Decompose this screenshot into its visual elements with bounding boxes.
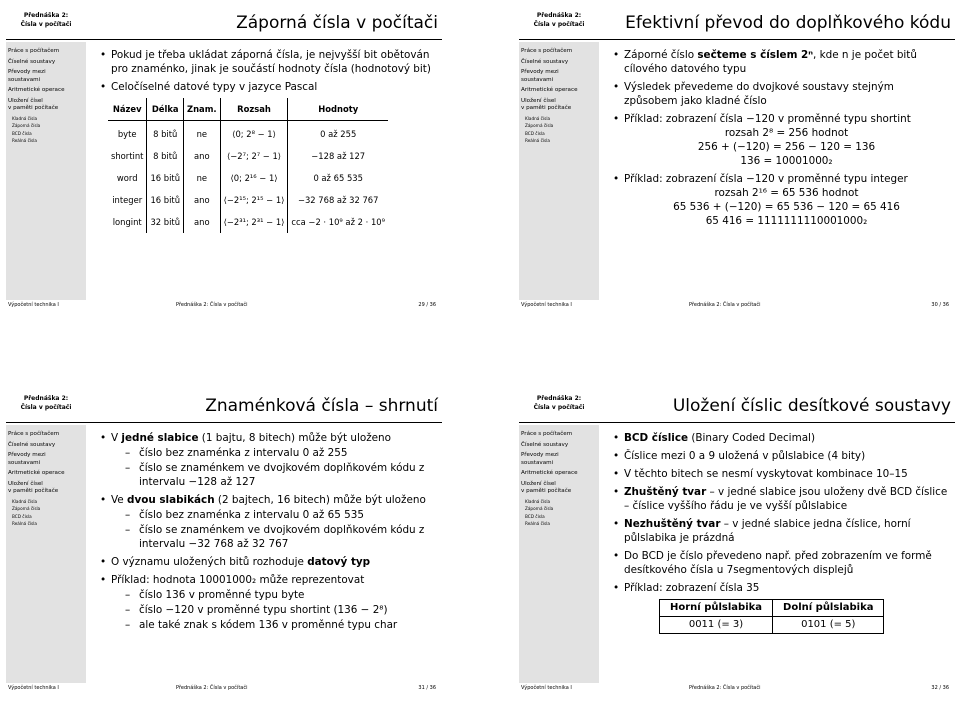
sidebar bbox=[6, 425, 86, 683]
table-row bbox=[108, 121, 388, 146]
table-cell: ⟨0; 2⁸ − 1⟩ bbox=[220, 121, 288, 146]
sidebar-item[interactable]: Záporná čísla bbox=[525, 123, 554, 128]
table-cell: 0 až 65 535 bbox=[288, 167, 388, 189]
table-header: Rozsah bbox=[220, 98, 288, 121]
table-cell: 8 bitů bbox=[147, 145, 184, 167]
slide-29 bbox=[6, 6, 442, 311]
table-cell: ⟨0; 2¹⁶ − 1⟩ bbox=[220, 167, 288, 189]
table-row bbox=[108, 211, 388, 233]
sidebar-item[interactable]: Uložení čísel v paměti počítače bbox=[8, 97, 59, 111]
sidebar-item[interactable]: Číselné soustavy bbox=[8, 58, 56, 65]
bullet: • BCD číslice (Binary Coded Decimal) bbox=[611, 431, 949, 445]
sidebar-item[interactable]: Práce s počítačem bbox=[8, 431, 60, 437]
sidebar-item[interactable]: Uložení čísel v paměti počítače bbox=[521, 97, 572, 111]
sidebar-item[interactable]: BCD čísla bbox=[12, 130, 32, 136]
slide-31 bbox=[6, 389, 442, 694]
math-line: 65 416 = 1111111110001000₂ bbox=[705, 215, 868, 227]
sub-bullet: – číslo se znaménkem ve dvojkovém doplňkovém kódu z intervalu −32 768 až 32 767 bbox=[111, 523, 436, 551]
sidebar bbox=[6, 42, 86, 300]
sidebar-item[interactable]: Záporná čísla bbox=[12, 123, 41, 128]
table-cell: ⟨−2⁷; 2⁷ − 1⟩ bbox=[220, 145, 288, 167]
sidebar-item[interactable]: Číselné soustavy bbox=[521, 441, 569, 448]
sidebar-item[interactable]: Práce s počítačem bbox=[8, 48, 60, 54]
sidebar-item[interactable]: Záporná čísla bbox=[12, 506, 41, 511]
title-rule bbox=[519, 422, 955, 423]
slide-brand: Přednáška 2: Čísla v počítači bbox=[20, 12, 72, 28]
title-rule bbox=[6, 39, 442, 40]
slide-title: Uložení číslic desítkové soustavy bbox=[672, 396, 951, 416]
sidebar-item[interactable]: Reálná čísla bbox=[525, 138, 550, 143]
table-row bbox=[108, 145, 388, 167]
math-line: 136 = 10001000₂ bbox=[740, 155, 833, 167]
sidebar-item[interactable]: Práce s počítačem bbox=[521, 48, 573, 54]
bullet: • O významu uložených bitů rozhoduje datový typ bbox=[98, 555, 436, 569]
slide-32 bbox=[519, 389, 955, 694]
sidebar-item[interactable]: Záporná čísla bbox=[525, 506, 554, 511]
sidebar bbox=[519, 42, 599, 300]
table-cell: −128 až 127 bbox=[288, 145, 388, 167]
table-cell: shortint bbox=[111, 151, 144, 161]
table-cell: 0 až 255 bbox=[288, 121, 388, 146]
slide-title: Znaménková čísla – shrnutí bbox=[205, 396, 438, 416]
table-header: Délka bbox=[147, 98, 184, 121]
bullet: • Do BCD je číslo převedeno např. před zobrazením ve formě desítkového čísla u 7segmentových displejů bbox=[611, 549, 949, 577]
bullet: • Příklad: zobrazení čísla 35 bbox=[611, 581, 949, 595]
sidebar-item[interactable]: Aritmetické operace bbox=[521, 470, 578, 476]
page-number: 29 / 36 bbox=[418, 302, 436, 308]
sidebar-item[interactable]: BCD čísla bbox=[525, 513, 545, 519]
table-header: Znam. bbox=[184, 98, 221, 121]
table-cell: 32 bitů bbox=[147, 211, 184, 233]
math-line: rozsah 2⁸ = 256 hodnot bbox=[724, 127, 849, 139]
table-cell: 0101 (= 5) bbox=[773, 617, 884, 634]
table-cell: ano bbox=[184, 145, 221, 167]
sidebar-item[interactable]: Převody mezi soustavami bbox=[8, 69, 46, 83]
bullet: • Výsledek převedeme do dvojkové soustavy stejným způsobem jako kladné číslo bbox=[611, 80, 949, 108]
bullet: • Ve dvou slabikách (2 bajtech, 16 bitech) může být uloženo – číslo bez znaménka z intervalu 0 až 65 535 – číslo se znaménkem ve dvojkovém doplňkovém kódu z intervalu −32 768 až 32 767 bbox=[98, 493, 436, 551]
table-cell: ano bbox=[184, 189, 221, 211]
sidebar-item[interactable]: Kladná čísla bbox=[12, 498, 38, 504]
sub-bullet: – číslo se znaménkem ve dvojkovém doplňkovém kódu z intervalu −128 až 127 bbox=[111, 461, 436, 489]
footer: Výpočetní technika I Přednáška 2: Čísla v počítači 32 / 36 bbox=[519, 683, 955, 694]
bullet: • V jedné slabice (1 bajtu, 8 bitech) může být uloženo – číslo bez znaménka z intervalu 0 až 255 – číslo se znaménkem ve dvojkovém doplňkovém kódu z intervalu −128 až 127 bbox=[98, 431, 436, 489]
bullet: • Zhuštěný tvar – v jedné slabice jsou uloženy dvě BCD číslice – číslice vyššího řádu je ve vyšší půlslabice bbox=[611, 485, 949, 513]
slide-content bbox=[98, 431, 436, 678]
slide-title: Efektivní převod do doplňkového kódu bbox=[625, 13, 951, 33]
sidebar-item[interactable]: Číselné soustavy bbox=[8, 441, 56, 448]
table-cell: 16 bitů bbox=[147, 167, 184, 189]
math-line: 65 536 + (−120) = 65 536 − 120 = 65 416 bbox=[673, 201, 900, 213]
slide-content bbox=[98, 48, 436, 295]
table-cell: ⟨−2¹⁵; 2¹⁵ − 1⟩ bbox=[220, 189, 288, 211]
sidebar-item[interactable]: Uložení čísel v paměti počítače bbox=[8, 480, 59, 494]
sidebar-item[interactable]: Reálná čísla bbox=[525, 521, 550, 526]
bullet: • Záporné číslo sečteme s číslem 2ⁿ, kde n je počet bitů cílového datového typu bbox=[611, 48, 949, 76]
table-header: Hodnoty bbox=[288, 98, 388, 121]
table-cell: cca −2 · 10⁹ až 2 · 10⁹ bbox=[288, 211, 388, 233]
table-cell: 8 bitů bbox=[147, 121, 184, 146]
sidebar bbox=[519, 425, 599, 683]
footer: Výpočetní technika I Přednáška 2: Čísla v počítači 30 / 36 bbox=[519, 300, 955, 311]
table-cell: integer bbox=[112, 195, 143, 205]
sidebar-item[interactable]: Číselné soustavy bbox=[521, 58, 569, 65]
bullet: • Nezhuštěný tvar – v jedné slabice jedna číslice, horní půlslabika je prázdná bbox=[611, 517, 949, 545]
slide-content bbox=[611, 431, 949, 678]
table-cell: byte bbox=[117, 129, 137, 139]
sidebar-item[interactable]: Aritmetické operace bbox=[8, 87, 65, 93]
bullet: • Celočíselné datové typy v jazyce Pascal bbox=[98, 80, 436, 94]
sub-bullet: – číslo bez znaménka z intervalu 0 až 65 535 bbox=[111, 508, 436, 522]
sidebar-item[interactable]: Kladná čísla bbox=[12, 115, 38, 121]
table-cell: ne bbox=[184, 167, 221, 189]
slide-30 bbox=[519, 6, 955, 311]
table-cell: ano bbox=[184, 211, 221, 233]
table-cell: ⟨−2³¹; 2³¹ − 1⟩ bbox=[220, 211, 288, 233]
slide-content bbox=[611, 48, 949, 295]
sidebar-item[interactable]: Převody mezi soustavami bbox=[521, 69, 559, 83]
math-line: rozsah 2¹⁶ = 65 536 hodnot bbox=[714, 187, 859, 199]
title-rule bbox=[6, 422, 442, 423]
bcd-table bbox=[659, 599, 884, 634]
footer: Výpočetní technika I Přednáška 2: Čísla v počítači 31 / 36 bbox=[6, 683, 442, 694]
slide-brand: Přednáška 2: Čísla v počítači bbox=[533, 395, 585, 411]
slide-brand: Přednáška 2: Čísla v počítači bbox=[533, 12, 585, 28]
table-header: Horní půlslabika bbox=[660, 600, 773, 617]
int-types-table bbox=[108, 98, 388, 233]
page-number: 32 / 36 bbox=[931, 685, 949, 691]
sub-bullet: – číslo bez znaménka z intervalu 0 až 255 bbox=[111, 446, 436, 460]
page-number: 31 / 36 bbox=[418, 685, 436, 691]
table-cell: longint bbox=[112, 217, 142, 227]
sidebar-item[interactable]: BCD čísla bbox=[525, 130, 545, 136]
table-cell: 16 bitů bbox=[147, 189, 184, 211]
title-rule bbox=[519, 39, 955, 40]
sidebar-item[interactable]: BCD čísla bbox=[12, 513, 32, 519]
slide-brand: Přednáška 2: Čísla v počítači bbox=[20, 395, 72, 411]
sidebar-item[interactable]: Uložení čísel v paměti počítače bbox=[521, 480, 572, 494]
sub-bullet: – číslo 136 v proměnné typu byte bbox=[111, 588, 436, 602]
footer: Výpočetní technika I Přednáška 2: Čísla v počítači 29 / 36 bbox=[6, 300, 442, 311]
sub-bullet: – číslo −120 v proměnné typu shortint (136 − 2⁸) bbox=[111, 603, 436, 617]
table-cell: word bbox=[116, 173, 138, 183]
page-number: 30 / 36 bbox=[931, 302, 949, 308]
bullet: • Číslice mezi 0 a 9 uložená v půlslabice (4 bity) bbox=[611, 449, 949, 463]
sidebar-item[interactable]: Práce s počítačem bbox=[521, 431, 573, 437]
table-row bbox=[108, 167, 388, 189]
sidebar-item[interactable]: Aritmetické operace bbox=[8, 470, 65, 476]
bullet: • Příklad: zobrazení čísla −120 v proměnné typu integer rozsah 2¹⁶ = 65 536 hodnot 65 536 + (−120) = 65 536 − 120 = 65 416 65 416 = 1111111110001000₂ bbox=[611, 172, 949, 228]
bullet: • Příklad: hodnota 10001000₂ může reprezentovat – číslo 136 v proměnné typu byte – číslo −120 v proměnné typu shortint (136 − 2⁸) – ale také znak s kódem 136 v proměnné typu char bbox=[98, 573, 436, 632]
table-cell: ne bbox=[184, 121, 221, 146]
table-header: Dolní půlslabika bbox=[773, 600, 884, 617]
sidebar-item[interactable]: Převody mezi soustavami bbox=[8, 452, 46, 466]
sidebar-item[interactable]: Reálná čísla bbox=[12, 138, 37, 143]
math-line: 256 + (−120) = 256 − 120 = 136 bbox=[697, 141, 876, 153]
bullet: • V těchto bitech se nesmí vyskytovat kombinace 10–15 bbox=[611, 467, 949, 481]
slide-title: Záporná čísla v počítači bbox=[236, 13, 438, 33]
sidebar-item[interactable]: Kladná čísla bbox=[525, 498, 551, 504]
table-header: Název bbox=[108, 98, 147, 121]
table-cell: −32 768 až 32 767 bbox=[288, 189, 388, 211]
bullet: • Pokud je třeba ukládat záporná čísla, je nejvyšší bit obětován pro znaménko, jinak je součástí hodnoty čísla (hodnotový bit) bbox=[98, 48, 436, 76]
sidebar-item[interactable]: Aritmetické operace bbox=[521, 87, 578, 93]
sidebar-item[interactable]: Převody mezi soustavami bbox=[521, 452, 559, 466]
sidebar-item[interactable]: Kladná čísla bbox=[525, 115, 551, 121]
table-row bbox=[108, 189, 388, 211]
sidebar-item[interactable]: Reálná čísla bbox=[12, 521, 37, 526]
sub-bullet: – ale také znak s kódem 136 v proměnné typu char bbox=[111, 618, 436, 632]
table-cell: 0011 (= 3) bbox=[660, 617, 773, 634]
bullet: • Příklad: zobrazení čísla −120 v proměnné typu shortint rozsah 2⁸ = 256 hodnot 256 + (−120) = 256 − 120 = 136 136 = 10001000₂ bbox=[611, 112, 949, 168]
